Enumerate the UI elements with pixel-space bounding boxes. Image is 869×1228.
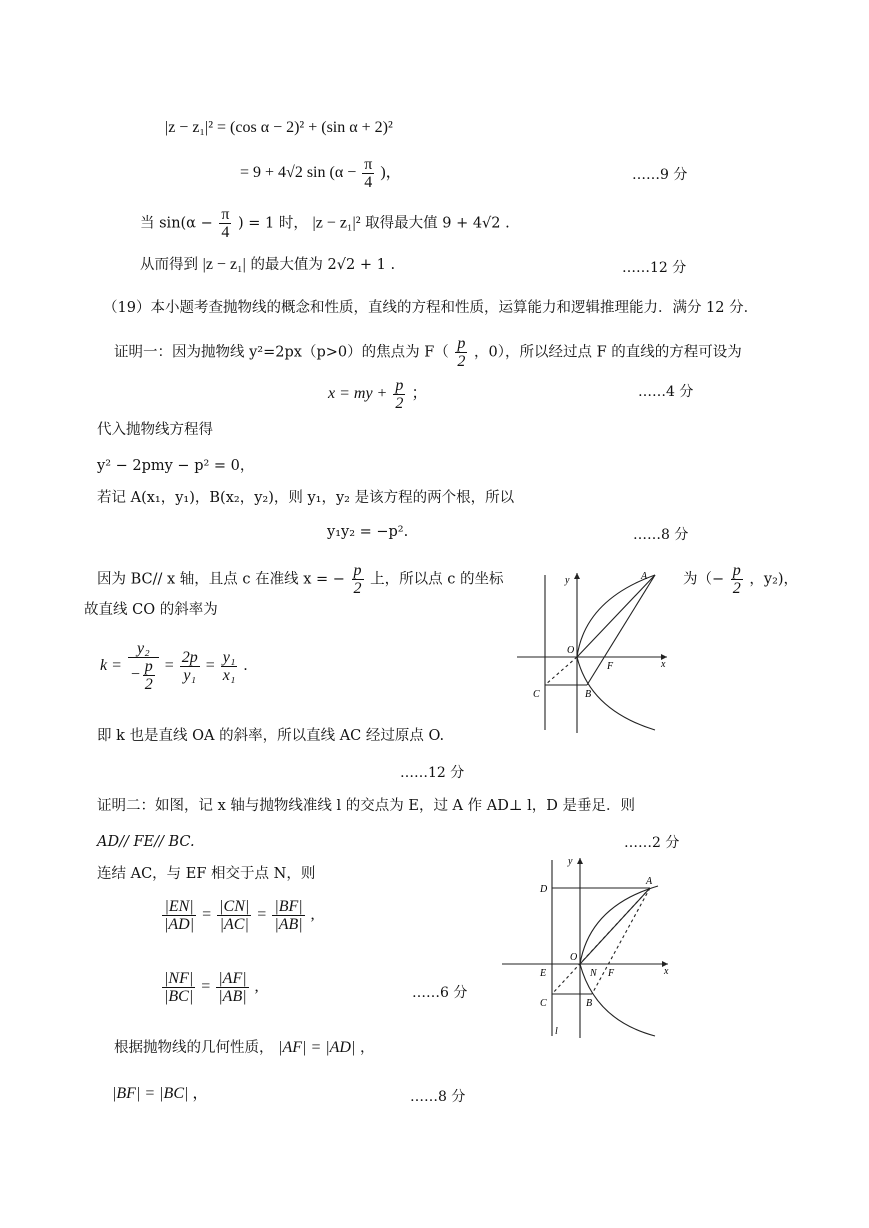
frac-den: |AB| xyxy=(274,916,303,933)
text: 取得最大值 9 + 4√2 . xyxy=(365,215,510,232)
bf-bc-equation xyxy=(112,1084,208,1104)
fraction-p-2 xyxy=(731,562,743,597)
label-o: O xyxy=(567,645,575,656)
conclusion-1: 即 k 也是直线 OA 的斜率，所以直线 AC 经过原点 O. xyxy=(97,728,445,744)
proof2-line1: 证明二：如图，记 x 轴与抛物线准线 l 的交点为 E，过 A 作 AD⊥ l，D 是垂足．则 xyxy=(97,798,635,814)
fraction-y1-x1 xyxy=(221,649,238,684)
label-o: O xyxy=(570,952,578,963)
score-12: ……12 分 xyxy=(400,765,465,781)
label-f: F xyxy=(607,661,614,672)
label-a: A xyxy=(641,571,648,582)
frac-den: 2 xyxy=(395,395,404,412)
label-y: y xyxy=(565,575,570,586)
score-8: ……8 分 xyxy=(410,1089,466,1105)
label-y: y xyxy=(568,856,573,867)
frac-num: p xyxy=(457,335,466,352)
frac-num: π xyxy=(364,156,373,173)
score-8: ……8 分 xyxy=(633,527,689,543)
frac-num: p xyxy=(732,562,741,579)
fraction-AF-AB xyxy=(216,970,248,1005)
score-6: ……6 分 xyxy=(412,985,468,1001)
text: 根据抛物线的几何性质， xyxy=(114,1040,274,1056)
y-arrow-icon xyxy=(577,858,583,864)
score-9: ……9 分 xyxy=(632,167,688,183)
frac-den: 4 xyxy=(364,174,373,191)
frac-den: 4 xyxy=(221,224,230,241)
max-value-line xyxy=(140,206,510,241)
text: 当 sin(α − xyxy=(140,215,213,232)
figure-2-parabola xyxy=(500,848,680,1043)
equation: |BF| = |BC| xyxy=(112,1085,189,1102)
fraction-pi-4 xyxy=(219,206,231,241)
parabola-curve xyxy=(577,575,655,730)
figure-1-parabola xyxy=(515,565,675,735)
text: x = my + xyxy=(328,385,388,403)
proof2-parallel: AD// FE// BC. xyxy=(97,834,195,850)
slope-intro: 故直线 CO 的斜率为 xyxy=(84,602,218,618)
frac-num: y₁ xyxy=(222,649,236,666)
text: ， xyxy=(192,1085,209,1102)
label-b: B xyxy=(585,689,592,700)
frac-num: p xyxy=(353,562,362,579)
line-oa xyxy=(577,575,655,657)
fraction-BF-AB xyxy=(272,898,304,933)
ratio-equation-2: $\frac{|NF|}{|BC|}$ = $\frac{|AF|}{|AB|}$ , xyxy=(164,970,259,1005)
text: ， xyxy=(359,1040,375,1056)
label-b: B xyxy=(586,998,593,1009)
frac-num: |NF| xyxy=(164,970,194,987)
frac-num: 2p xyxy=(181,649,198,666)
frac-num: |EN| xyxy=(162,898,196,916)
text: ，0），所以经过点 F 的直线的方程可设为 xyxy=(474,344,742,361)
score-4: ……4 分 xyxy=(638,384,694,400)
text: 因为 BC// x 轴，且点 c 在准线 x = − xyxy=(97,571,345,588)
text: 上，所以点 c 的坐标 xyxy=(370,571,504,588)
label-e: E xyxy=(540,968,547,979)
y-arrow-icon xyxy=(574,573,580,579)
label-n: N xyxy=(590,968,597,979)
roots-line: 若记 A(x₁，y₁)，B(x₂，y₂)，则 y₁，y₂ 是该方程的两个根，所以 xyxy=(97,490,515,506)
eq-rhs: = (cos α − 2)² + (sin α + 2)² xyxy=(217,119,393,136)
frac-num: |AF| xyxy=(218,970,247,987)
label-f: F xyxy=(608,968,615,979)
fraction-p-2 xyxy=(455,335,467,370)
product-equation: y₁y₂ = −p². xyxy=(327,524,409,540)
fraction-2p-y1 xyxy=(180,649,200,684)
frac-num: |CN| xyxy=(219,898,250,915)
eq-tail: )， xyxy=(380,164,402,182)
text: ，y₂)， xyxy=(749,571,799,588)
frac-den: |AC| xyxy=(219,916,249,933)
minus-sign: − xyxy=(129,666,141,684)
frac-den: |AB| xyxy=(218,988,247,1005)
frac-num: p xyxy=(144,658,153,675)
text: ) = 1 时， xyxy=(238,215,308,232)
text: . xyxy=(243,657,248,675)
label-c: C xyxy=(533,689,540,700)
frac-den xyxy=(128,658,159,693)
frac-den: 2 xyxy=(457,353,466,370)
ratio-equation-1: $\frac{|EN|}{|AD|}$ = $\frac{|CN|}{|AC|}$ = $\frac{|BF|}{|AB|}$ , xyxy=(164,898,315,933)
frac-den: |BC| xyxy=(164,988,194,1005)
text: ； xyxy=(411,385,428,403)
question-19-intro: （19）本小题考查抛物线的概念和性质，直线的方程和性质，运算能力和逻辑推理能力．满分 12 分． xyxy=(103,300,759,316)
geometry-property-line xyxy=(114,1038,374,1058)
fraction-CN-AC xyxy=(217,898,251,933)
frac-den: 2 xyxy=(353,580,362,597)
frac-den: |AD| xyxy=(164,916,195,933)
frac-den: 2 xyxy=(732,580,741,597)
proof1-line1 xyxy=(114,335,742,370)
substitute-line: 代入抛物线方程得 xyxy=(97,422,213,438)
fraction-p-2 xyxy=(393,377,405,412)
label-x: x xyxy=(664,966,669,977)
modulus: |z − z₁| xyxy=(202,256,246,273)
label-d: D xyxy=(540,884,548,895)
equation: |AF| = |AD| xyxy=(278,1039,356,1056)
eq-lhs: |z − z₁|² xyxy=(165,119,214,136)
frac-num: π xyxy=(221,206,230,223)
fraction-p-2 xyxy=(143,658,155,693)
max-modulus-line xyxy=(140,255,395,275)
fraction-y2-over-p2 xyxy=(128,640,159,693)
text: 的最大值为 2√2 + 1 . xyxy=(250,257,396,273)
slope-equation: k = y₂ − $\frac{p}{2}$ = $\frac{2p}{\text{y₁}}$ = $\frac{\text{y₁}}{\text{x₁}}$ . xyxy=(100,640,248,693)
line-oc xyxy=(545,657,577,685)
quadratic-equation: y² − 2pmy − p² = 0， xyxy=(97,458,255,474)
text: k = xyxy=(100,657,122,675)
parabola-curve xyxy=(580,886,658,1036)
frac-den: 2 xyxy=(144,676,153,693)
label-a: A xyxy=(646,876,653,887)
fraction-pi-4 xyxy=(362,156,374,191)
frac-den: x₁ xyxy=(222,667,236,684)
modulus-square: |z − z₁|² xyxy=(312,214,361,232)
connect-line: 连结 AC，与 EF 相交于点 N，则 xyxy=(97,866,316,882)
text: 从而得到 xyxy=(140,257,198,273)
label-c: C xyxy=(540,998,547,1009)
fraction-NF-BC xyxy=(162,970,195,1005)
eq-modulus-square xyxy=(165,118,393,138)
bc-coordinate xyxy=(683,562,798,597)
frac-den: y₁ xyxy=(183,667,197,684)
label-l: l xyxy=(555,1026,558,1037)
frac-num: p xyxy=(395,377,404,394)
frac-num: |BF| xyxy=(274,898,303,915)
score-2: ……2 分 xyxy=(624,835,680,851)
frac-num: y₂ xyxy=(128,640,159,658)
fraction-EN-AD xyxy=(162,898,196,933)
fraction-p-2 xyxy=(352,562,364,597)
label-x: x xyxy=(661,659,666,670)
eq-sin-form xyxy=(240,156,402,191)
score-12: ……12 分 xyxy=(622,260,687,276)
text: 为（− xyxy=(683,571,725,588)
eq-line-through-F xyxy=(328,377,427,412)
bc-parallel-line xyxy=(97,562,504,597)
eq-text: = 9 + 4√2 sin (α − xyxy=(240,164,357,182)
text: 证明一：因为抛物线 y²=2px（p>0）的焦点为 F（ xyxy=(114,344,449,361)
